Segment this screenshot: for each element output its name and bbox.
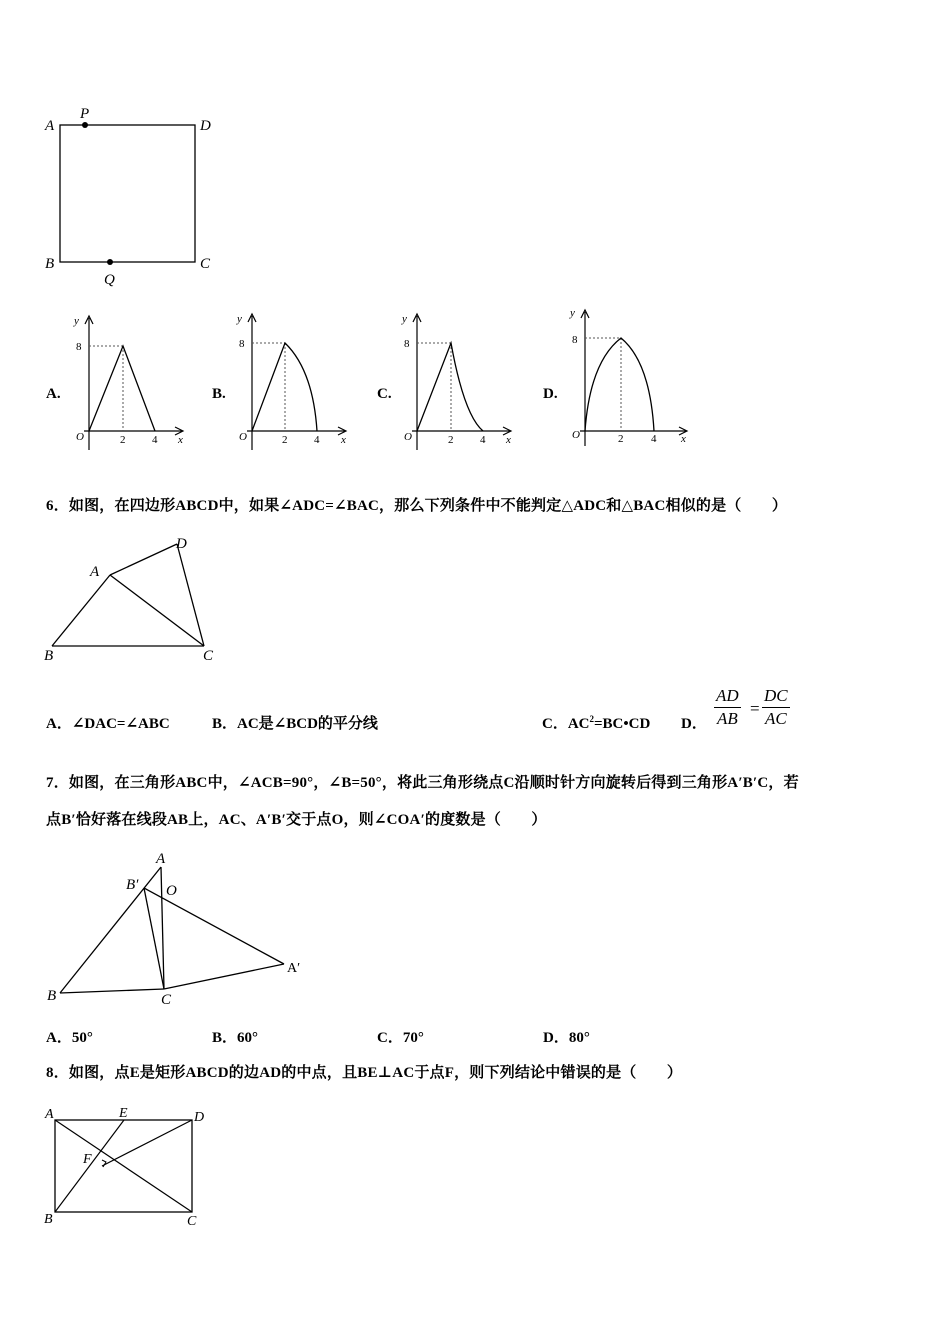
q6-label-b: B — [44, 648, 54, 664]
graph-a-x-tick-2: 2 — [120, 434, 126, 446]
q5-graph-d[interactable] — [566, 306, 696, 446]
q7-option-d[interactable]: D．80° — [543, 1030, 590, 1046]
q6-option-c-prefix: C．AC — [542, 716, 590, 732]
q7-label-c: C — [161, 992, 172, 1008]
label-a: A — [45, 118, 55, 134]
graph-a-x-label: x — [178, 434, 183, 446]
q7-option-a[interactable]: A．50° — [46, 1030, 93, 1046]
q7-label-b-prime: B′ — [126, 877, 139, 893]
q6-label-d: D — [176, 536, 187, 552]
point-q — [107, 259, 113, 265]
graph-c-curve — [417, 343, 483, 431]
graph-d-y-tick: 8 — [572, 334, 578, 346]
q6-option-c-sup: 2 — [589, 714, 594, 724]
q5-option-d-letter[interactable]: D. — [543, 386, 558, 402]
q8-label-b: B — [44, 1212, 53, 1227]
graph-d-origin: O — [572, 429, 580, 441]
q6-option-d-rhs — [762, 686, 790, 729]
graph-a-curve — [89, 346, 155, 431]
graph-c-origin: O — [404, 431, 412, 443]
graph-b-y-label: y — [237, 313, 242, 325]
q6-option-d-eq: = — [750, 699, 760, 718]
q6-option-a[interactable]: A．∠DAC=∠ABC — [46, 716, 170, 732]
q7-question-line1: 7．如图，在三角形ABC中，∠ACB=90°，∠B=50°，将此三角形绕点C沿顺时针方向旋转后得到三角形A′B′C，若 — [46, 775, 799, 791]
q7-label-a: A — [156, 851, 166, 867]
q6-option-c[interactable] — [542, 712, 650, 733]
q6-option-b[interactable]: B．AC是∠BCD的平分线 — [212, 716, 378, 732]
graph-b-y-tick: 8 — [239, 338, 245, 350]
q7-option-b[interactable]: B．60° — [212, 1030, 259, 1046]
q5-option-c-letter[interactable]: C. — [377, 386, 392, 402]
graph-b-x-tick-4: 4 — [314, 434, 320, 446]
q8-label-a: A — [45, 1107, 54, 1122]
graph-a-y-label: y — [74, 315, 79, 327]
graph-c-x-label: x — [506, 434, 511, 446]
q8-label-c: C — [187, 1214, 197, 1229]
graph-a-y-tick: 8 — [76, 341, 82, 353]
q8-label-f: F — [83, 1152, 92, 1167]
lhs-denominator: AB — [716, 709, 738, 728]
q5-option-b-letter[interactable]: B. — [212, 386, 226, 402]
q7-label-o: O — [166, 883, 177, 899]
lhs-numerator: AD — [716, 686, 739, 705]
label-b: B — [45, 256, 55, 272]
square-abcd — [60, 125, 195, 262]
q8-label-e: E — [119, 1106, 128, 1121]
q7-label-a-prime: A′ — [287, 961, 301, 976]
label-c: C — [200, 256, 211, 272]
point-p — [82, 122, 88, 128]
label-d: D — [200, 118, 211, 134]
q8-question: 8．如图，点E是矩形ABCD的边AD的中点，且BE⊥AC于点F，则下列结论中错误的是（ ） — [46, 1065, 683, 1081]
graph-c-x-tick-2: 2 — [448, 434, 454, 446]
graph-a-x-tick-4: 4 — [152, 434, 158, 446]
q5-graph-b[interactable] — [233, 310, 353, 450]
q5-option-a-letter[interactable]: A. — [46, 386, 61, 402]
q6-figure — [40, 530, 240, 670]
graph-b-origin: O — [239, 431, 247, 443]
graph-d-y-label: y — [570, 307, 575, 319]
label-q: Q — [104, 272, 115, 288]
graph-d-x-tick-4: 4 — [651, 433, 657, 445]
q6-option-d-lhs — [714, 686, 741, 729]
q8-figure — [40, 1100, 240, 1240]
q7-question-line2: 点B′恰好落在线段AB上，AC、A′B′交于点O，则∠COA′的度数是（ ） — [46, 812, 547, 828]
q5-graph-a[interactable] — [70, 312, 190, 452]
graph-c-y-tick: 8 — [404, 338, 410, 350]
graph-d-x-label: x — [681, 433, 686, 445]
q6-option-c-suffix: =BC•CD — [594, 716, 651, 732]
q7-option-c[interactable]: C．70° — [377, 1030, 424, 1046]
q6-label-a: A — [90, 564, 100, 580]
q6-question: 6．如图，在四边形ABCD中，如果∠ADC=∠BAC，那么下列条件中不能判定△ADC和△BAC相似的是（ ） — [46, 498, 788, 514]
rhs-numerator: DC — [764, 686, 788, 705]
graph-d-x-tick-2: 2 — [618, 433, 624, 445]
q8-label-d: D — [194, 1110, 205, 1125]
graph-c-y-label: y — [402, 313, 407, 325]
q6-option-d-prefix[interactable]: D． — [681, 716, 707, 732]
graph-b-x-tick-2: 2 — [282, 434, 288, 446]
q6-label-c: C — [203, 648, 214, 664]
rhs-denominator: AC — [764, 709, 787, 728]
graph-a-origin: O — [76, 431, 84, 443]
graph-b-x-label: x — [341, 434, 346, 446]
q7-figure — [40, 845, 310, 1015]
q5-graph-c[interactable] — [398, 310, 518, 450]
label-p: P — [80, 106, 90, 122]
graph-c-x-tick-4: 4 — [480, 434, 486, 446]
graph-d-curve — [585, 338, 654, 431]
q7-label-b: B — [47, 988, 57, 1004]
